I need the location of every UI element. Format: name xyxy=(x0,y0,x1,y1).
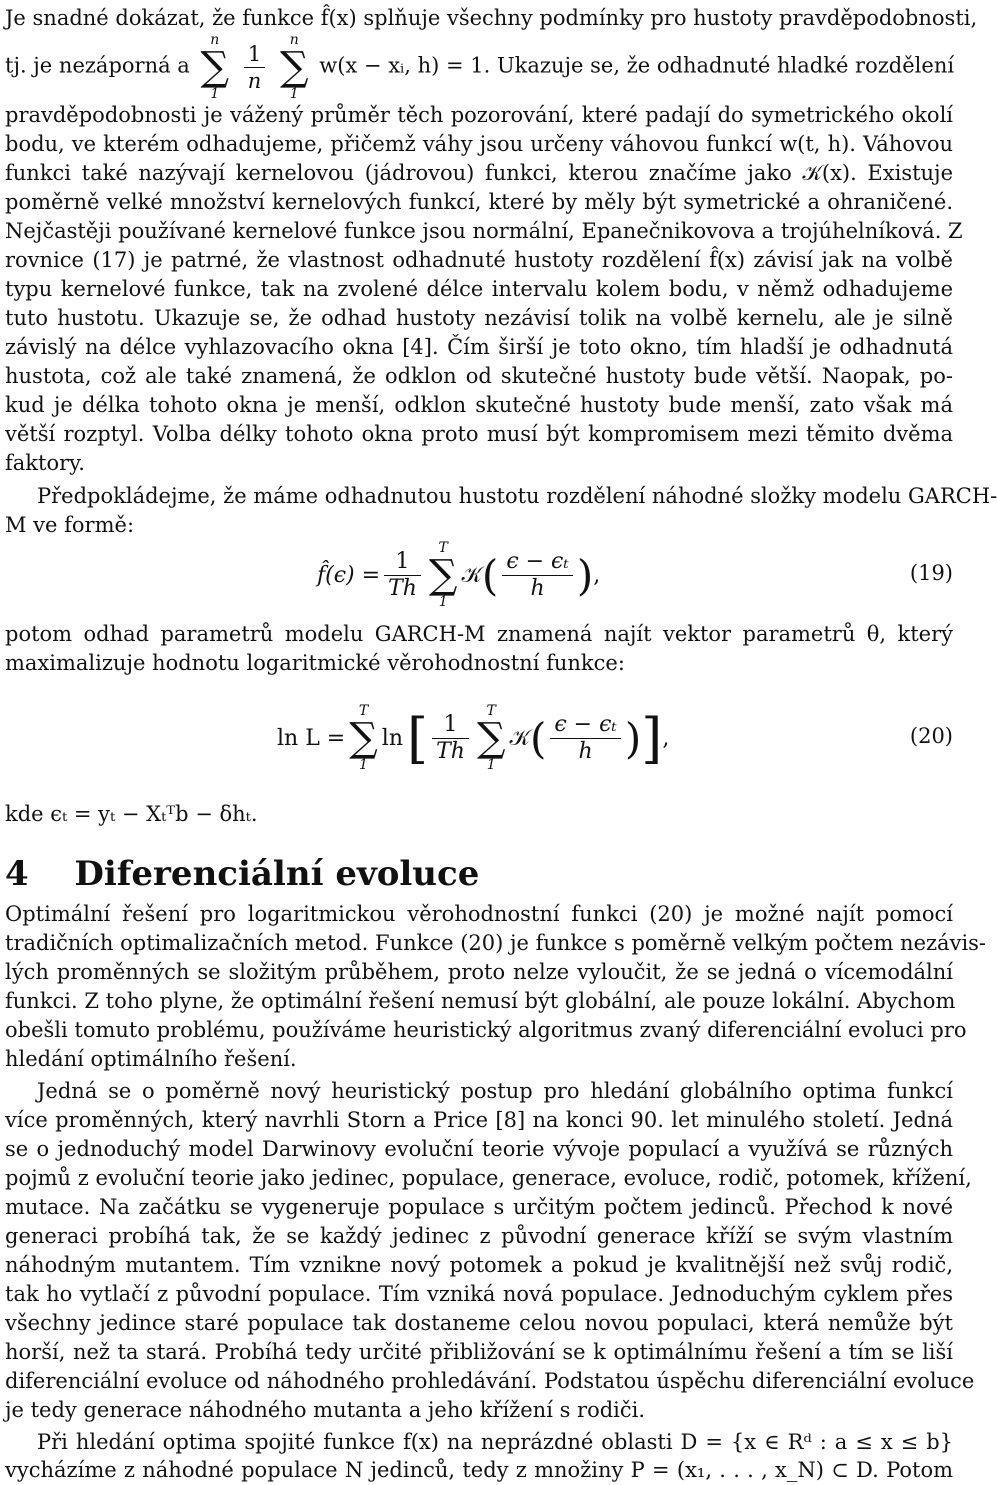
sum-symbol: n ∑ 1 xyxy=(200,32,230,102)
text-line: mutace. Na začátku se vygeneruje populace s určitým počtem jedinců. Přechod k nové xyxy=(5,1195,953,1219)
equation-19: f̂(ϵ) = $\frac{1}{Th}$ T ∑ 1 𝒦 ( $\frac{\text{ϵ − ϵₜ}}{h}$ ) , (19) xyxy=(317,540,953,610)
text-line: typu kernelové funkce, tak na zvolené délce intervalu kolem bodu, v němž odhadujeme xyxy=(5,277,953,301)
text-line: vycházíme z náhodné populace N jedinců, tedy z množiny P = (x₁, . . . , x_N) ⊂ D. Potom xyxy=(5,1458,953,1482)
fraction xyxy=(502,549,573,602)
text-line: faktory. xyxy=(5,451,85,475)
sum-lower-limit: 1 xyxy=(289,86,299,102)
ln-operator: ln xyxy=(381,725,404,751)
equation-punct: , xyxy=(662,725,670,751)
text-line: všechny jedince staré populace tak dostaneme celou novou populaci, která nemůže být xyxy=(5,1311,953,1335)
text-line: tuto hustotu. Ukazuje se, že odhad hustoty nezávisí tolik na volbě kernelu, ale je silně xyxy=(5,306,953,330)
equation-number: (20) xyxy=(909,724,953,748)
section-title: Diferenciální evoluce xyxy=(74,854,480,894)
text-line: více proměnných, který navrhli Storn a Price [8] na konci 90. let minulého století. Jedná xyxy=(5,1108,953,1132)
text-line: rovnice (17) je patrné, že vlastnost odhadnuté hustoty rozdělení f̂(x) závisí jak na volbě xyxy=(5,248,953,272)
kernel-symbol: 𝒦 xyxy=(461,562,482,588)
fraction xyxy=(384,549,421,602)
text-line: potom odhad parametrů modelu GARCH-M znamená najít vektor parametrů θ, který xyxy=(5,622,953,646)
sum-lower-limit: 1 xyxy=(486,757,496,773)
text-line: diferenciální evoluce od náhodného prohledávání. Podstatou úspěchu diferenciální evoluce xyxy=(5,1369,975,1393)
sum-symbol: T ∑ 1 xyxy=(428,540,458,610)
text-line: tak ho vytlačí z původní populace. Tím vzniká nová populace. Jednoduchým cyklem přes xyxy=(5,1282,953,1306)
text-line: závislý na délce vyhlazovacího okna [4]. Čím širší je toto okno, tím hladší je odhadnutá xyxy=(5,335,953,359)
text-line: hledání optimálního řešení. xyxy=(5,1047,297,1071)
text-line: maximalizuje hodnotu logaritmické věrohodnostní funkce: xyxy=(5,651,625,675)
equation-number: (19) xyxy=(909,561,953,585)
section-heading xyxy=(5,854,479,894)
fraction xyxy=(244,41,266,94)
text-fragment: tj. je nezáporná a xyxy=(5,53,190,78)
text-line: Při hledání optima spojité funkce f(x) na neprázdné oblasti D = {x ∈ Rᵈ : a ≤ x ≤ b} xyxy=(37,1430,953,1454)
fraction-numerator: ϵ − ϵₜ xyxy=(502,549,573,576)
text-line: Jedná se o poměrně nový heuristický postup pro hledání globálního optima funkcí xyxy=(37,1079,953,1103)
equation-punct: , xyxy=(593,562,601,588)
equation-20: ln L = T ∑ 1 ln [ $\frac{1}{Th}$ T ∑ 1 𝒦 ( $\frac{\text{ϵ − ϵₜ}}{h}$ ) ] , (20) xyxy=(277,703,953,773)
text-line: poměrně velké množství kernelových funkcí, které by měly být symetrické a ohraničené. xyxy=(5,190,953,214)
text-fragment: w(x − xᵢ, h) = 1. Ukazuje se, že odhadnuté hladké rozdělení xyxy=(319,53,955,78)
fraction xyxy=(550,712,621,765)
text-line: funkci také nazývají kernelovou (jádrovou) funkci, kterou značíme jako 𝒦(x). Existuje xyxy=(5,161,953,185)
inline-sum-line xyxy=(5,32,955,102)
fraction-denominator: h xyxy=(530,575,545,601)
fraction-numerator: 1 xyxy=(432,712,469,739)
text-line: Je snadné dokázat, že funkce f̂(x) splňuje všechny podmínky pro hustoty pravděpodobnosti, xyxy=(5,6,978,30)
text-line: náhodným mutantem. Tím vznikne nový potomek a pokud je kvalitnější než svůj rodič, xyxy=(5,1253,953,1277)
text-line: M ve formě: xyxy=(5,513,135,537)
fraction-numerator: ϵ − ϵₜ xyxy=(550,712,621,739)
sum-upper-limit: n xyxy=(210,32,220,48)
text-line: bodu, ve kterém odhadujeme, přičemž váhy jsou určeny váhovou funkcí w(t, h). Váhovou xyxy=(5,132,953,156)
text-line: Optimální řešení pro logaritmickou věrohodnostní funkci (20) je možné najít pomocí xyxy=(5,902,953,926)
sum-upper-limit: T xyxy=(486,703,496,719)
sum-symbol: T ∑ 1 xyxy=(349,703,378,773)
sum-upper-limit: n xyxy=(289,32,299,48)
fraction xyxy=(432,712,469,765)
text-line: hustota, což ale také znamená, že odklon od skutečné hustoty bude větší. Naopak, po- xyxy=(5,364,953,388)
fraction-denominator: h xyxy=(578,738,593,764)
text-line: lých proměnných se složitým průběhem, proto nelze vyloučit, že se jedná o vícemodální xyxy=(5,960,953,984)
text-line: Nejčastěji používané kernelové funkce jsou normální, Epanečnikovova a trojúhelníková. Z xyxy=(5,219,963,243)
text-line: pojmů z evoluční teorie jako jedinec, populace, generace, evoluce, rodič, potomek, křížení, xyxy=(5,1166,972,1190)
text-line: pravděpodobnosti je vážený průměr těch pozorování, které padají do symetrického okolí xyxy=(5,103,953,127)
text-line: funkci. Z toho plyne, že optimální řešení nemusí být globální, ale pouze lokální. Abychom xyxy=(5,989,956,1013)
text-line: generaci probíhá tak, že se každý jedinec z původní generace kříží se svým vlastním xyxy=(5,1224,953,1248)
text-line: větší rozptyl. Volba délky tohoto okna proto musí být kompromisem mezi těmito dvěma xyxy=(5,422,953,446)
fraction-denominator: Th xyxy=(436,738,465,764)
sum-lower-limit: 1 xyxy=(210,86,220,102)
sum-upper-limit: T xyxy=(438,540,448,556)
text-line: kde ϵₜ = yₜ − Xₜᵀb − δhₜ. xyxy=(5,802,258,826)
text-line: kud je délka tohoto okna je menší, odklon skutečné hustoty bude menší, zato však má xyxy=(5,393,953,417)
section-number: 4 xyxy=(5,854,29,894)
sum-upper-limit: T xyxy=(358,703,369,719)
sum-symbol: T ∑ 1 xyxy=(476,703,506,773)
text-line: se o jednoduchý model Darwinovy evoluční teorie vývoje populací a využívá se různých xyxy=(5,1137,953,1161)
text-line: obešli tomuto problému, používáme heuristický algoritmus zvaný diferenciální evoluci pro xyxy=(5,1018,967,1042)
text-line: Předpokládejme, že máme odhadnutou hustotu rozdělení náhodné složky modelu GARCH- xyxy=(37,484,997,508)
fraction-numerator: 1 xyxy=(244,41,266,68)
text-line: je tedy generace náhodného mutanta a jeho křížení s rodiči. xyxy=(5,1398,646,1422)
kernel-symbol: 𝒦 xyxy=(509,725,530,751)
text-line: horší, než ta stará. Probíhá tedy určité přibližování se k optimálnímu řešení a tím se liší xyxy=(5,1340,953,1364)
sum-symbol: n ∑ 1 xyxy=(279,32,309,102)
sum-lower-limit: 1 xyxy=(438,594,448,610)
text-line: tradičních optimalizačních metod. Funkce (20) je funkce s poměrně velkým počtem nezávis- xyxy=(5,931,987,955)
fraction-denominator: n xyxy=(247,68,262,93)
fraction-denominator: Th xyxy=(388,575,417,601)
equation-lhs: ln L = xyxy=(277,725,346,751)
fraction-numerator: 1 xyxy=(384,549,421,576)
equation-lhs: f̂(ϵ) = xyxy=(317,562,381,588)
sum-lower-limit: 1 xyxy=(359,757,368,773)
